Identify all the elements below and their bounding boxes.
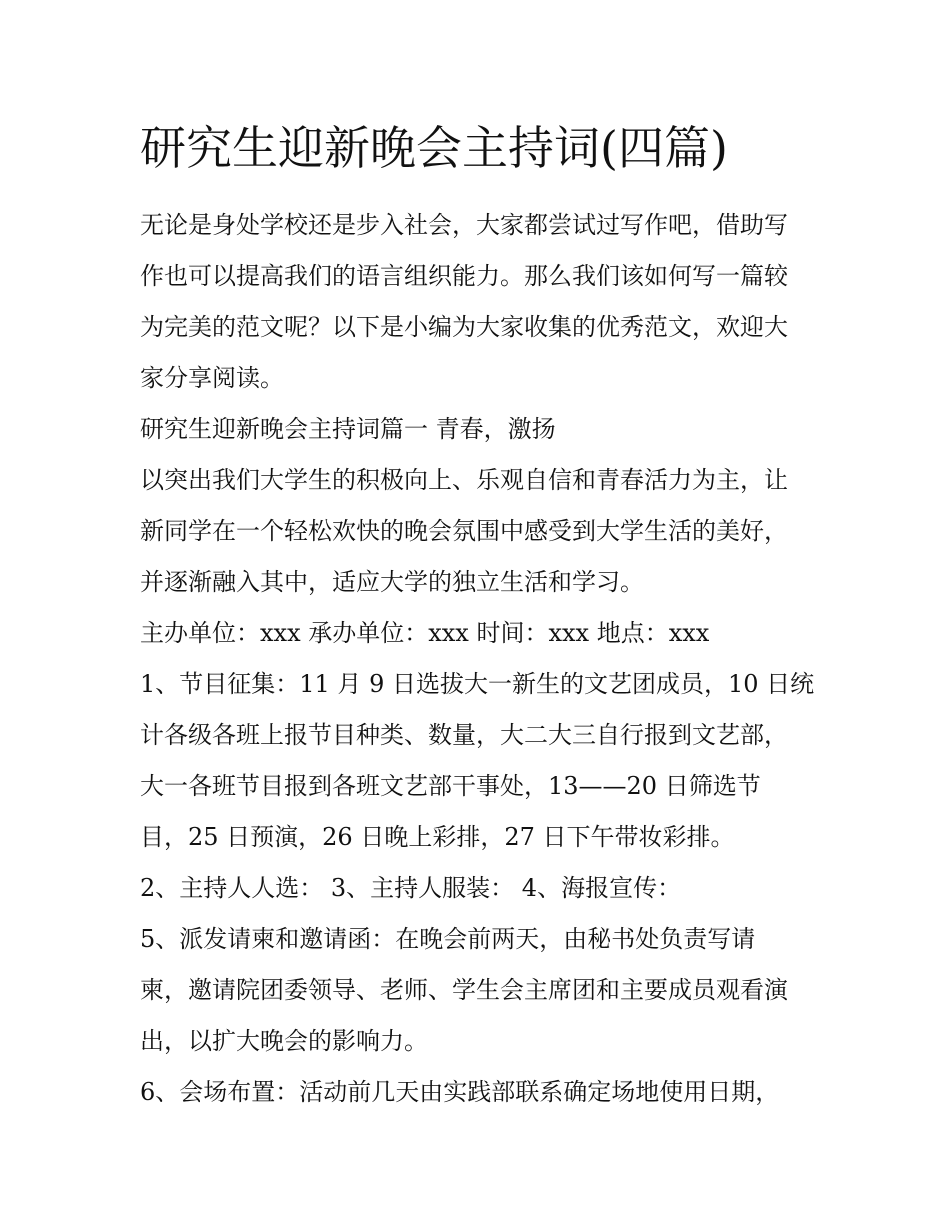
list-item-line: 2、主持人人选： 3、主持人服装： 4、海报宣传：: [140, 874, 682, 902]
list-item-line: 出，以扩大晚会的影响力。: [140, 1027, 428, 1055]
list-item-line: 6、会场布置：活动前几天由实践部联系确定场地使用日期，: [140, 1078, 780, 1106]
paragraph-line: 新同学在一个轻松欢快的晚会氛围中感受到大学生活的美好，: [140, 517, 788, 545]
paragraph-line: 无论是身处学校还是步入社会，大家都尝试过写作吧，借助写: [140, 211, 788, 239]
list-item-line: 1、节目征集：11 月 9 日选拔大一新生的文艺团成员，10 日统: [140, 670, 815, 698]
paragraph-line: 家分享阅读。: [140, 364, 284, 392]
document-body: [140, 200, 820, 1118]
list-item-line: 目，25 日预演，26 日晚上彩排，27 日下午带妆彩排。: [140, 823, 735, 851]
list-item-line: 计各级各班上报节目种类、数量，大二大三自行报到文艺部，: [140, 721, 788, 749]
list-item-line: 大一各班节目报到各班文艺部干事处，13——20 日筛选节: [140, 772, 761, 800]
document-title: 研究生迎新晚会主持词(四篇): [140, 121, 728, 175]
section-heading: 研究生迎新晚会主持词篇一 青春，激扬: [140, 415, 556, 443]
paragraph-line: 并逐渐融入其中，适应大学的独立生活和学习。: [140, 568, 644, 596]
paragraph-line: 以突出我们大学生的积极向上、乐观自信和青春活力为主，让: [140, 466, 788, 494]
paragraph-line: 为完美的范文呢？以下是小编为大家收集的优秀范文，欢迎大: [140, 313, 788, 341]
list-item-line: 5、派发请柬和邀请函：在晚会前两天，由秘书处负责写请: [140, 925, 756, 953]
organizer-info-line: 主办单位：xxx 承办单位：xxx 时间：xxx 地点：xxx: [140, 619, 710, 647]
paragraph-line: 作也可以提高我们的语言组织能力。那么我们该如何写一篇较: [140, 262, 788, 290]
list-item-line: 柬，邀请院团委领导、老师、学生会主席团和主要成员观看演: [140, 976, 788, 1004]
